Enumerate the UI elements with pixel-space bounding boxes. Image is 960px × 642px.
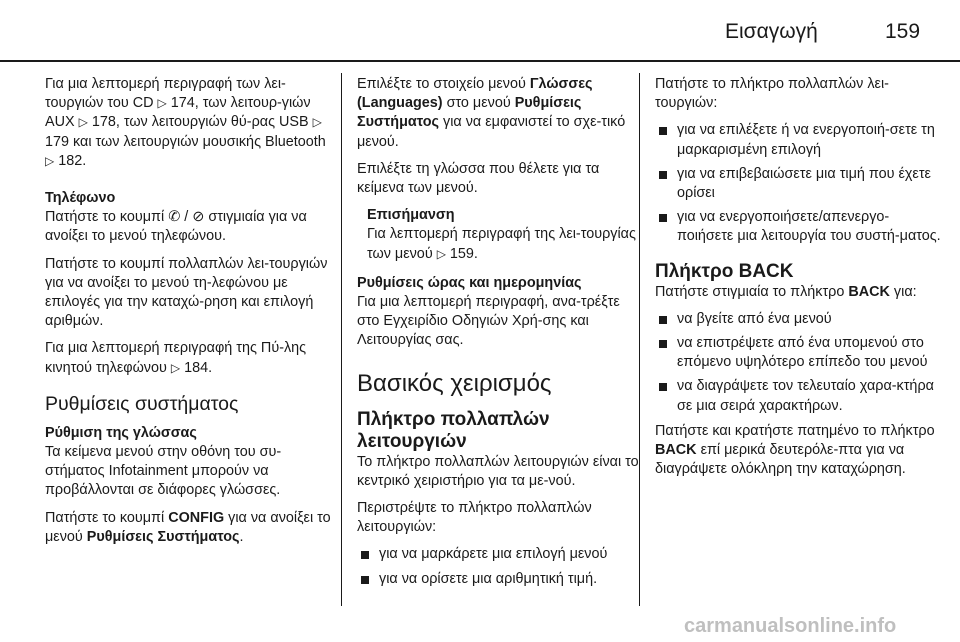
paragraph: Πατήστε στιγμιαία το πλήκτρο BACK για: (655, 283, 917, 300)
square-bullet-icon (659, 316, 667, 324)
header-rule (0, 60, 960, 62)
square-bullet-icon (361, 576, 369, 584)
paragraph: Επιλέξτε το στοιχείο μενού Γλώσσες (Languages) στο μενού Ρυθμίσεις Συστήματος για να εμφανιστεί το σχε-τικό μενού. (357, 76, 626, 150)
phone-heading: Τηλέφωνο (45, 190, 116, 207)
bullet-list (655, 121, 942, 246)
column-2 (357, 75, 644, 595)
arrow-ref-icon: ▷ (78, 115, 88, 130)
bullet-list (357, 545, 644, 588)
arrow-ref-icon: ▷ (45, 153, 55, 168)
square-bullet-icon (659, 214, 667, 222)
note-title: Επισήμανση (367, 207, 455, 224)
paragraph: Το πλήκτρο πολλαπλών λειτουργιών είναι το κεντρικό χειριστήριο για τα με-νού. (357, 453, 639, 489)
language-heading: Ρύθμιση της γλώσσας (45, 424, 197, 441)
paragraph: Πατήστε το κουμπί πολλαπλών λει-τουργιών για να ανοίξει το μενού τη-λεφώνου με επιλογές για την καταχώ-ρηση και επιλογή αριθμών. (45, 255, 328, 330)
square-bullet-icon (659, 340, 667, 348)
note-box: Επισήμανση Για λεπτομερή περιγραφή της λει-τουργίας των μενού ▷ 159. (357, 206, 644, 264)
paragraph: Για μια λεπτομερή περιγραφή των λει-τουργιών του CD ▷ 174, των λειτουρ-γιών AUX ▷ 178, των λειτουργιών θύ-ρας USB ▷ 179 και των λειτουργιών μουσικής Bluetooth ▷ 182. (45, 76, 326, 169)
list-item: να βγείτε από ένα μενού (655, 310, 942, 329)
page-section-title: Εισαγωγή (725, 20, 818, 43)
multifunction-knob-heading: Πλήκτρο πολλαπλών λειτουργιών (357, 408, 550, 452)
arrow-ref-icon: ▷ (157, 96, 167, 111)
column-3 (655, 75, 942, 487)
list-item: για να επιβεβαιώσετε μια τιμή που έχετε ορίσει (655, 165, 942, 203)
paragraph: Πατήστε και κρατήστε πατημένο το πλήκτρο BACK επί μερικά δευτερόλε-πτα για να διαγράψετε ολόκληρη την καταχώρηση. (655, 422, 935, 478)
paragraph: Για μια λεπτομερή περιγραφή, ανα-τρέξτε στο Εγχειρίδιο Οδηγιών Χρή-σης και Λειτουργίας σας. (357, 294, 620, 349)
list-item: για να ορίσετε μια αριθμητική τιμή. (357, 570, 644, 589)
paragraph: Τα κείμενα μενού στην οθόνη του συ-στήματος Infotainment μπορούν να προβάλλονται σε διάφορες γλώσσες. (45, 444, 282, 499)
mute-phone-icon: ⊘ (192, 209, 205, 226)
arrow-ref-icon: ▷ (312, 115, 322, 130)
time-date-heading: Ρυθμίσεις ώρας και ημερομηνίας (357, 274, 582, 291)
paragraph: Πατήστε το κουμπί ✆ / ⊘ στιγμιαία για να ανοίξει το μενού τηλεφώνου. (45, 209, 307, 245)
back-button-heading: Πλήκτρο BACK (655, 260, 794, 282)
list-item: να επιστρέψετε από ένα υπομενού στο επόμενο υψηλότερο επίπεδο του μενού (655, 334, 942, 372)
column-1 (45, 75, 332, 555)
square-bullet-icon (361, 551, 369, 559)
list-item: για να μαρκάρετε μια επιλογή μενού (357, 545, 644, 564)
basic-operation-heading: Βασικός χειρισμός (357, 369, 552, 397)
phone-icon: ✆ (168, 209, 181, 226)
list-item: να διαγράψετε τον τελευταίο χαρα-κτήρα σε μια σειρά χαρακτήρων. (655, 377, 942, 415)
square-bullet-icon (659, 171, 667, 179)
square-bullet-icon (659, 127, 667, 135)
square-bullet-icon (659, 383, 667, 391)
watermark: carmanualsonline.info (684, 615, 897, 637)
page-number: 159 (885, 20, 921, 43)
arrow-ref-icon: ▷ (170, 360, 181, 375)
list-item: για να ενεργοποιήσετε/απενεργο-ποιήσετε μια λειτουργία του συστή-ματος. (655, 208, 942, 246)
arrow-ref-icon: ▷ (436, 246, 446, 261)
paragraph: Πατήστε το πλήκτρο πολλαπλών λει-τουργιών: (655, 76, 889, 112)
column-divider (341, 73, 342, 606)
bullet-list (655, 310, 942, 416)
paragraph: Για μια λεπτομερή περιγραφή της Πύ-λης κινητού τηλεφώνου ▷ 184. (45, 340, 307, 376)
paragraph: Επιλέξτε τη γλώσσα που θέλετε για τα κείμενα των μενού. (357, 160, 600, 197)
paragraph: Περιστρέψτε το πλήκτρο πολλαπλών λειτουργιών: (357, 500, 592, 536)
list-item: για να επιλέξετε ή να ενεργοποιή-σετε τη μαρκαρισμένη επιλογή (655, 121, 942, 159)
paragraph: Πατήστε το κουμπί CONFIG για να ανοίξει το μενού Ρυθμίσεις Συστήματος. (45, 509, 331, 545)
system-settings-heading: Ρυθμίσεις συστήματος (45, 392, 239, 415)
